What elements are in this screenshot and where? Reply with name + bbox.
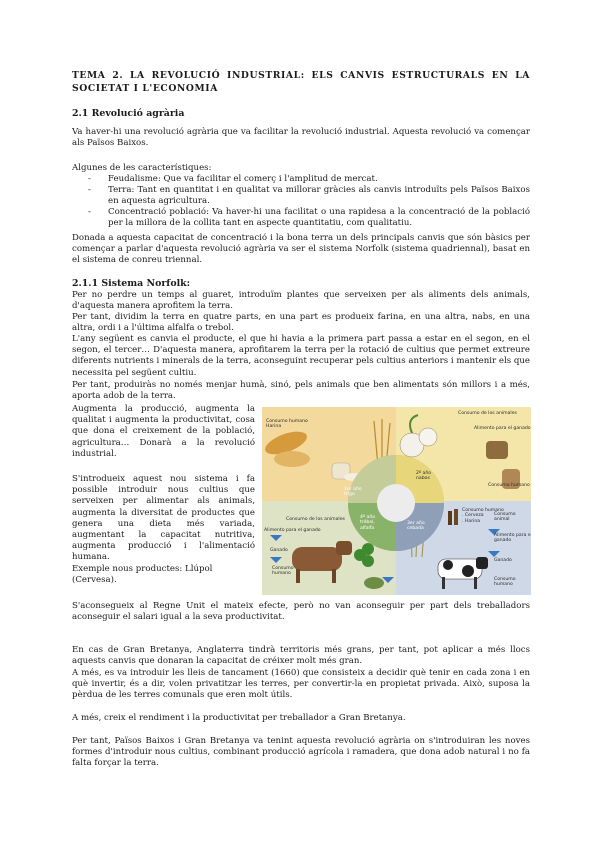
paragraph: Per no perdre un temps al guaret, introduïm plantes que serveixen per als aliments dels animals, d'aquesta manera aprofitem la terra. (72, 290, 530, 312)
label-feed: Alimento para el ganado (474, 426, 531, 431)
list-item: - Feudalisme: Que va facilitar el comerç i l'amplitud de mercat. (88, 174, 378, 184)
paragraph-example: Exemple nous productes: Llúpol (Cervesa). (72, 564, 213, 586)
label-human-consumption: Consumo humano (488, 483, 530, 488)
label-animal-consumption: Consumo animal (494, 512, 516, 523)
list-item: - Concentració població: Va haver-hi una facilitat o una rapidesa a la concentració de la població per la millora de la collita tant en aspecte quantitatiu, com qualitatiu. (88, 207, 530, 229)
paragraph: A més, creix el rendiment i la productivitat per treballador a Gran Bretanya. (72, 713, 406, 723)
norfolk-rotation-figure (262, 407, 531, 595)
list-intro: Algunes de les característiques: (72, 163, 212, 173)
label-year-2: 2º año nabos (416, 471, 432, 482)
bottle-icon (448, 511, 452, 525)
label-year-1: 1er año trigo (344, 487, 362, 498)
paragraph: A més, es va introduir les lleis de tancament (1660) que consisteix a decidir què tenir en cada zona i en què invertir, és a dir, volen privatitzar les terres, per convertir-la en propietat privada. Això, suposa la pèrdua de les terres comunals que eren molt útils. (72, 668, 530, 701)
paragraph: S'introdueix aquest nou sistema i fa possible introduir nous cultius que serveixen per alimentar als animals, augmenta la diversitat de productes que genera una dieta més variada, augmentant la capacitat nutritiva, augmenta producció i l'alimentació humana. (72, 474, 255, 563)
paragraph: Per tant, Països Baixos i Gran Bretanya va tenint aquesta revolució agrària on s'introduiran les noves formes d'introduir nous cultius, combinant producció agrícola i ramadera, que dona adob natural i no fa falta forçar la terra. (72, 736, 530, 769)
label-year-3: 3er año cebada (407, 521, 425, 532)
section-heading-norfolk: 2.1.1 Sistema Norfolk: (72, 278, 191, 289)
label-human-flour: Consumo humano Harina (266, 419, 308, 430)
paragraph: L'any següent es canvia el producte, el que hi havia a la primera part passa a estar en el segon, en el segon, el tercer… D'aquesta manera, aprofitarem la terra per la rotació de cultius que permet extreure diferents nutrients i minerals de la terra, aconseguint recuperar pels cultius anteriors i mantenir els que necessita pel següent cultiu. (72, 334, 530, 378)
paragraph: Per tant, produiràs no només menjar humà, sinó, pels animals que ben alimentats són millors i a més, aporta adob de la terra. (72, 380, 530, 402)
list-item: - Terra: Tant en quantitat i en qualitat va millorar gràcies als canvis introduïts pels Països Baixos en aquesta agricultura. (88, 185, 530, 207)
label-livestock: Ganado (494, 558, 512, 563)
document-title: TEMA 2. LA REVOLUCIÓ INDUSTRIAL: ELS CANVIS ESTRUCTURALS EN LA SOCIETAT I L'ECONOMIA (72, 70, 530, 94)
label-human-consumption: Consumo humano (272, 566, 294, 577)
basket-icon (486, 441, 508, 459)
rotation-illustration (262, 407, 531, 595)
label-year-4: 4º año trébol, alfalfa (360, 515, 376, 531)
paragraph: Augmenta la producció, augmenta la qualitat i augmenta la productivitat, cosa que dona el creixement de la població, agricultura… Donarà a la revolució industrial. (72, 404, 255, 459)
paragraph-intro: Va haver-hi una revolució agrària que va facilitar la revolució industrial. Aquesta revolució va començar als Països Baixos. (72, 127, 530, 149)
paragraph: Per tant, dividim la terra en quatre parts, en una part es produeix farina, en una altra, nabs, en una altra, ordi i a l'última alfalfa o trebol. (72, 312, 530, 334)
label-animal-consumption: Consumo de los animales (458, 411, 517, 416)
label-animal-consumption: Consumo de los animales (286, 517, 345, 522)
section-heading-agrarian: 2.1 Revolució agrària (72, 108, 185, 119)
label-livestock: Ganado (270, 548, 288, 553)
paragraph-norfolk-intro: Donada a aquesta capacitat de concentració i la bona terra un dels principals canvis que són bàsics per començar a parlar d'aquesta revolució agrària va ser el sistema Norfolk (sistema quadriennal), basat en el sistema de conreu triennal. (72, 233, 530, 266)
label-human-consumption: Consumo humano (494, 577, 516, 588)
label-feed: Alimento para el ganado (264, 528, 321, 533)
paragraph: S'aconsegueix al Regne Unit el mateix efecte, però no van aconseguir per part dels treballadors aconseguir el salari igual a la seva productivitat. (72, 601, 530, 623)
label-feed: Alimento para e ganado (494, 533, 531, 544)
paragraph: En cas de Gran Bretanya, Anglaterra tindrà territoris més grans, per tant, pot aplicar a més llocs aquests canvis que donaran la capacitat de créixer molt més gran. (72, 645, 530, 667)
label-human-barley: Consumo humano . Cerveza . Harina (462, 508, 504, 524)
